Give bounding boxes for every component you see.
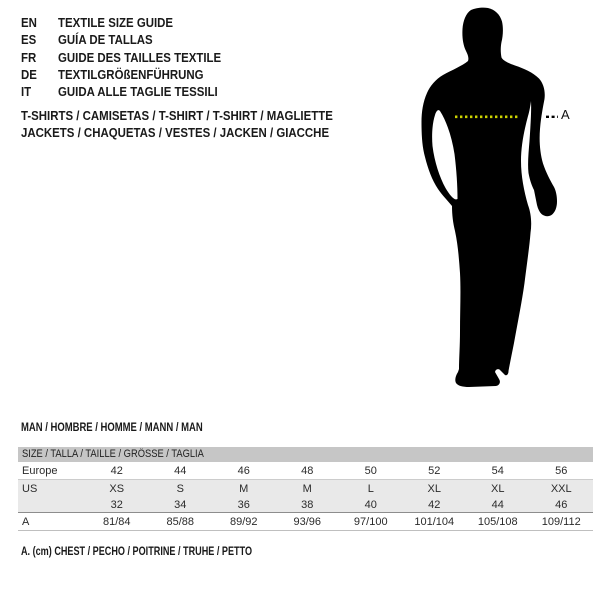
table-row-chest-a	[18, 513, 593, 531]
category-jackets: JACKETS / CHAQUETAS / VESTES / JACKEN / GIACCHE	[21, 124, 330, 140]
size-cell: 40	[364, 498, 377, 511]
size-cell: L	[367, 482, 374, 495]
row-label: US	[22, 482, 38, 495]
size-cell: 46	[237, 464, 250, 477]
language-label: TEXTILE SIZE GUIDE	[58, 15, 174, 31]
size-cell: XS	[109, 482, 125, 495]
size-cell: 34	[174, 498, 187, 511]
size-cell: XL	[427, 482, 441, 495]
size-cell: 85/88	[166, 515, 195, 528]
language-list	[21, 14, 243, 100]
table-row-europe	[18, 462, 593, 480]
size-cell: M	[302, 482, 312, 495]
language-code: ES	[21, 32, 37, 48]
measure-label-a: A	[561, 107, 570, 122]
size-cell: 56	[555, 464, 568, 477]
language-code: IT	[21, 84, 32, 100]
man-silhouette-figure	[415, 5, 575, 390]
language-row-de	[21, 66, 243, 83]
garment-category-list	[21, 108, 375, 141]
size-cell: 32	[110, 498, 123, 511]
size-cell: XXL	[550, 482, 572, 495]
size-cell: 38	[301, 498, 314, 511]
measurement-footnote: A. (cm) CHEST / PECHO / POITRINE / TRUHE / PETTO	[21, 546, 253, 558]
size-cell: 44	[491, 498, 504, 511]
section-title-man: MAN / HOMBRE / HOMME / MANN / MAN	[21, 420, 203, 434]
language-code: EN	[21, 15, 37, 31]
language-code: DE	[21, 66, 37, 82]
size-cell: 44	[174, 464, 187, 477]
size-cell: 46	[555, 498, 568, 511]
table-row-alt-size	[18, 497, 593, 513]
size-cell: 81/84	[102, 515, 131, 528]
size-cell: 105/108	[477, 515, 518, 528]
size-cell: S	[176, 482, 184, 495]
language-label: GUIDE DES TAILLES TEXTILE	[58, 49, 222, 65]
size-cell: XL	[491, 482, 505, 495]
size-cell: 109/112	[541, 515, 581, 528]
language-row-fr	[21, 49, 243, 66]
size-cell: 89/92	[229, 515, 258, 528]
size-cell: 54	[491, 464, 504, 477]
size-cell: 42	[110, 464, 123, 477]
table-row-us	[18, 480, 593, 497]
size-cell: 52	[428, 464, 441, 477]
size-cell: M	[239, 482, 249, 495]
size-cell: 50	[364, 464, 377, 477]
language-row-it	[21, 83, 243, 100]
language-row-en	[21, 14, 243, 31]
size-cell: 36	[237, 498, 250, 511]
size-cell: 48	[301, 464, 314, 477]
size-cell: 97/100	[353, 515, 388, 528]
row-label: A	[22, 515, 30, 528]
man-silhouette	[422, 8, 558, 387]
size-cell: 93/96	[293, 515, 322, 528]
row-label: Europe	[22, 464, 58, 477]
language-code: FR	[21, 49, 37, 65]
language-row-es	[21, 31, 243, 48]
language-label: GUIDA ALLE TAGLIE TESSILI	[58, 84, 218, 100]
category-tshirts: T-SHIRTS / CAMISETAS / T-SHIRT / T-SHIRT / MAGLIETTE	[21, 108, 333, 123]
size-table	[18, 447, 593, 531]
language-label: GUÍA DE TALLAS	[58, 32, 153, 48]
size-cell: 101/104	[414, 515, 455, 528]
size-table-header: SIZE / TALLA / TAILLE / GRÖSSE / TAGLIA	[18, 447, 593, 462]
size-cell: 42	[428, 498, 441, 511]
language-label: TEXTILGRÖßENFÜHRUNG	[58, 66, 204, 82]
